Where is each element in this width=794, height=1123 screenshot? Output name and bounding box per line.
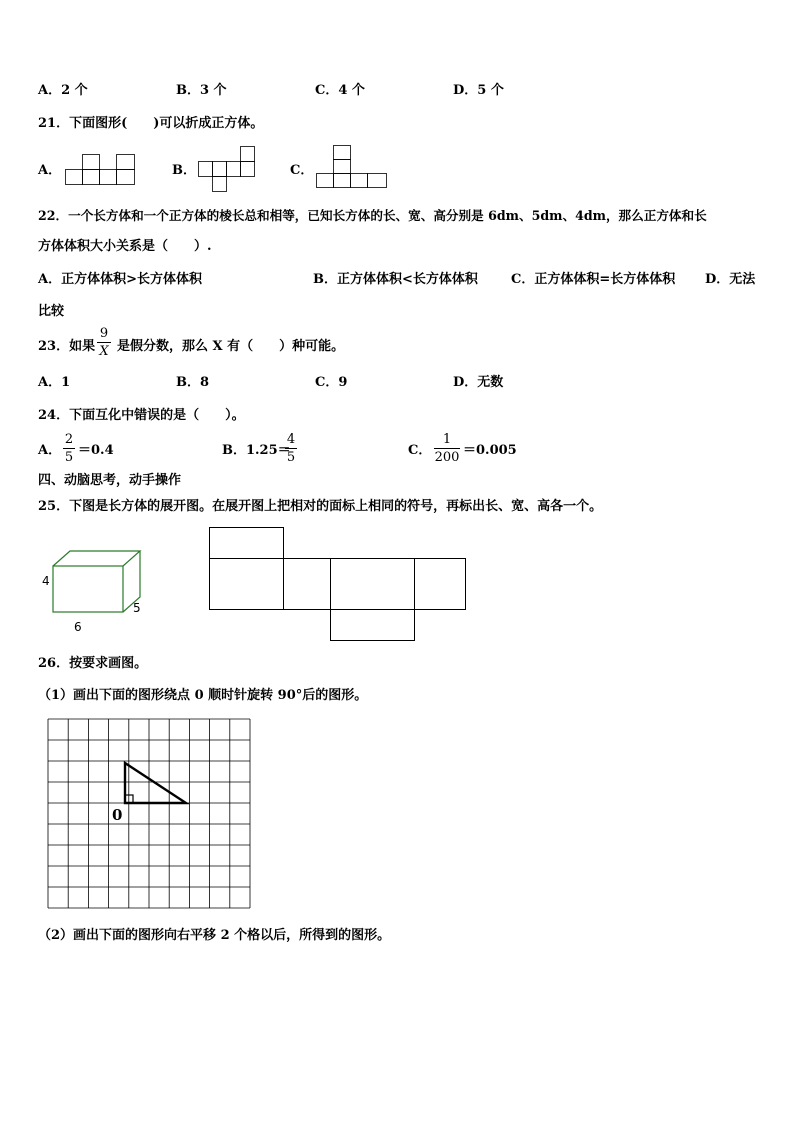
- q23-option-c: C．9: [315, 375, 348, 390]
- q20-option-d: D．5 个: [453, 83, 504, 98]
- q23-option-a: A．1: [38, 375, 71, 390]
- q21-net-b: [198, 146, 258, 192]
- rotation-point-label: 0: [112, 806, 123, 824]
- q26-sub1: （1）画出下面的图形绕点 0 顺时针旋转 90°后的图形。: [38, 688, 368, 703]
- q24-option-a-label: A．: [38, 443, 62, 458]
- q23-option-d: D．无数: [453, 375, 504, 390]
- q21-net-a: [65, 153, 137, 185]
- fraction-numerator: 4: [286, 432, 296, 447]
- rotation-grid: [46, 716, 258, 912]
- q26-stem: 26．按要求画图。: [38, 656, 148, 671]
- fraction-denominator: 200: [434, 450, 460, 465]
- fraction-numerator: 2: [64, 432, 74, 447]
- q25-stem: 25．下图是长方体的展开图。在展开图上把相对的面标上相同的符号，再标出长、宽、高各一个。: [38, 499, 603, 514]
- q24-option-c-fraction: [434, 433, 460, 464]
- q20-option-c: C．4 个: [315, 83, 365, 98]
- cuboid-height-label: 4: [42, 574, 50, 588]
- fraction-bar: [434, 448, 460, 449]
- q24-option-c-label: C．: [408, 443, 432, 458]
- q21-label-b: B．: [172, 163, 196, 178]
- q26-sub2: （2）画出下面的图形向右平移 2 个格以后，所得到的图形。: [38, 928, 391, 943]
- q20-option-b: B．3 个: [176, 83, 227, 98]
- q23-option-b: B．8: [176, 375, 210, 390]
- q23-fraction-numerator: 9: [99, 326, 109, 341]
- cuboid-figure: [50, 549, 160, 619]
- q23-prefix: 23．如果: [38, 339, 96, 354]
- q22-option-a: A．正方体体积>长方体体积: [38, 272, 202, 287]
- fraction-bar: [97, 342, 111, 343]
- cuboid-width-label: 5: [133, 601, 141, 615]
- q23-fraction-denominator: X: [99, 344, 109, 359]
- q22-option-c: C．正方体体积=长方体体积: [511, 272, 676, 287]
- q24-option-a-result: ＝0.4: [78, 443, 114, 458]
- q21-label-c: C．: [290, 163, 314, 178]
- q22-stem-line2: 方体体积大小关系是（ ）.: [38, 239, 212, 254]
- right-triangle: [125, 763, 186, 803]
- fraction-bar: [285, 448, 297, 449]
- cuboid-net-figure: [208, 526, 470, 644]
- fraction-denominator: 5: [64, 450, 74, 465]
- q21-stem: 21．下面图形( )可以折成正方体。: [38, 116, 264, 131]
- q24-option-b-fraction: [285, 433, 297, 464]
- q23-suffix: 是假分数，那么 X 有（ ）种可能。: [117, 339, 345, 354]
- q24-option-b-label: B．1.25＝: [222, 443, 291, 458]
- fraction-numerator: 1: [442, 432, 452, 447]
- q22-option-d: D．无法: [705, 272, 756, 287]
- fraction-denominator: 5: [286, 450, 296, 465]
- q21-net-c: [315, 145, 389, 189]
- q24-option-a-fraction: [63, 433, 75, 464]
- q22-stem-line1: 22．一个长方体和一个正方体的棱长总和相等，已知长方体的长、宽、高分别是 6dm、5dm、4dm，那么正方体和长: [38, 208, 707, 223]
- q21-label-a: A．: [38, 163, 62, 178]
- q23-fraction: [97, 327, 111, 358]
- q22-option-b: B．正方体体积<长方体体积: [313, 272, 478, 287]
- q24-option-c-result: ＝0.005: [463, 443, 517, 458]
- q20-option-a: A．2 个: [38, 83, 88, 98]
- cuboid-length-label: 6: [74, 620, 82, 634]
- fraction-bar: [63, 448, 75, 449]
- q24-stem: 24．下面互化中错误的是（ ）。: [38, 408, 245, 423]
- section-heading: 四、动脑思考，动手操作: [38, 473, 182, 488]
- q22-option-d-continued: 比较: [38, 304, 65, 319]
